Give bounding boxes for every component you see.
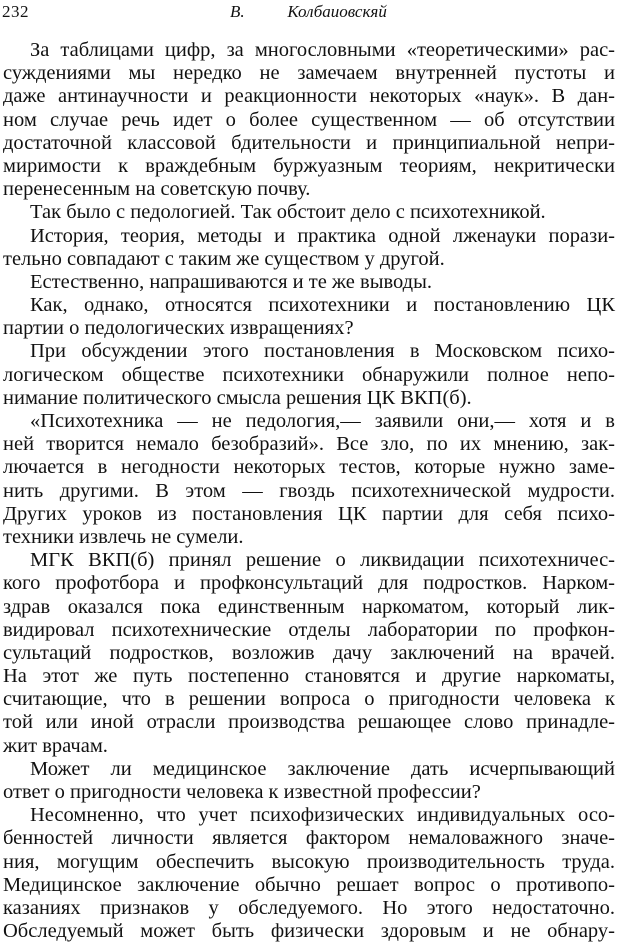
text-line: При обсуждении этого постановления в Московском психо- xyxy=(30,340,615,363)
running-head: В. Колбаиовскяй xyxy=(230,2,387,21)
text-line: ния, могущим обеспечить высокую производительность труда. xyxy=(3,850,615,873)
text-line: логическом обществе психотехники обнаружили полное непо- xyxy=(3,363,615,386)
text-line: перенесенным на советскую почву. xyxy=(3,178,311,201)
text-line: Медицинское заключение обычно решает вопрос о противопо- xyxy=(3,873,615,896)
text-line: нить другими. В этом — гвоздь психотехнической мудрости. xyxy=(3,479,615,502)
text-line: видировал психотехнические отделы лаборатории по профкон- xyxy=(3,618,615,641)
text-line: техники извлечь не сумели. xyxy=(3,525,244,548)
text-line: казаниях признаков у обследуемого. Но этого недостаточно. xyxy=(3,896,615,919)
text-line: Естественно, напрашиваются и те же выводы. xyxy=(30,270,433,293)
text-line: «Психотехника — не педология,— заявили они,— хотя и в xyxy=(30,410,615,432)
text-line: суждениями мы нередко не замечаем внутренней пустоты и xyxy=(3,62,615,85)
text-line: Как, однако, относятся психотехники и постановлению ЦК xyxy=(30,294,615,317)
text-line: считающие, что в решении вопроса о пригодности человека к xyxy=(3,688,615,711)
text-line: ответ о пригодности человека к известной профессии? xyxy=(3,781,481,803)
text-line: ней творится немало безобразий». Все зло, по их мнению, зак- xyxy=(3,433,615,456)
text-line: За таблицами цифр, за многословными «теоретическими» рас- xyxy=(30,39,615,61)
text-line: Так было с педологией. Так обстоит дело с психотехникой. xyxy=(30,201,546,224)
text-line: Может ли медицинское заключение дать исчерпывающий xyxy=(30,757,615,780)
text-line: достаточной классовой бдительности и принципиальной непри- xyxy=(3,131,615,154)
text-line: здрав оказался пока единственным наркоматом, который лик- xyxy=(3,595,615,618)
text-line: лючается в негодности некоторых тестов, которые нужно заме- xyxy=(3,456,615,479)
body-text xyxy=(3,39,615,943)
text-line: кого профотбора и профконсультаций для подростков. Нарком- xyxy=(3,572,615,595)
text-line: партии о педологических извращениях? xyxy=(3,317,354,340)
text-line: сультаций подростков, возложив дачу заключений на врачей. xyxy=(3,641,615,664)
text-line: ном случае речь идет о более существенном — об отсутствии xyxy=(3,108,615,131)
page-number: 232 xyxy=(2,2,29,21)
text-line: МГК ВКП(б) принял решение о ликвидации психотехничес- xyxy=(30,549,615,572)
text-line: История, теория, методы и практика одной лженауки порази- xyxy=(30,224,615,247)
page-header xyxy=(0,0,620,30)
text-line: Несомненно, что учет психофизических индивидуальных осо- xyxy=(30,804,615,827)
text-line: миримости к враждебным буржуазным теориям, некритически xyxy=(3,154,615,177)
text-line: На этот же путь постепенно становятся и другие наркоматы, xyxy=(3,665,615,688)
text-line: нимание политического смысла решения ЦК ВКП(б). xyxy=(3,386,472,409)
text-line: тельно совпадают с таким же существом у другой. xyxy=(3,247,445,270)
text-line: той или иной отрасли производства решающее слово принадле- xyxy=(3,711,615,734)
text-line: Обследуемый может быть физически здоровым и не обнару- xyxy=(3,920,615,943)
text-line: даже антинаучности и реакционности некоторых «наук». В дан- xyxy=(3,85,615,108)
text-line: жит врачам. xyxy=(3,734,108,757)
text-line: Других уроков из постановления ЦК партии для себя психо- xyxy=(3,502,615,525)
text-line: бенностей личности является фактором немаловажного значе- xyxy=(3,827,615,850)
